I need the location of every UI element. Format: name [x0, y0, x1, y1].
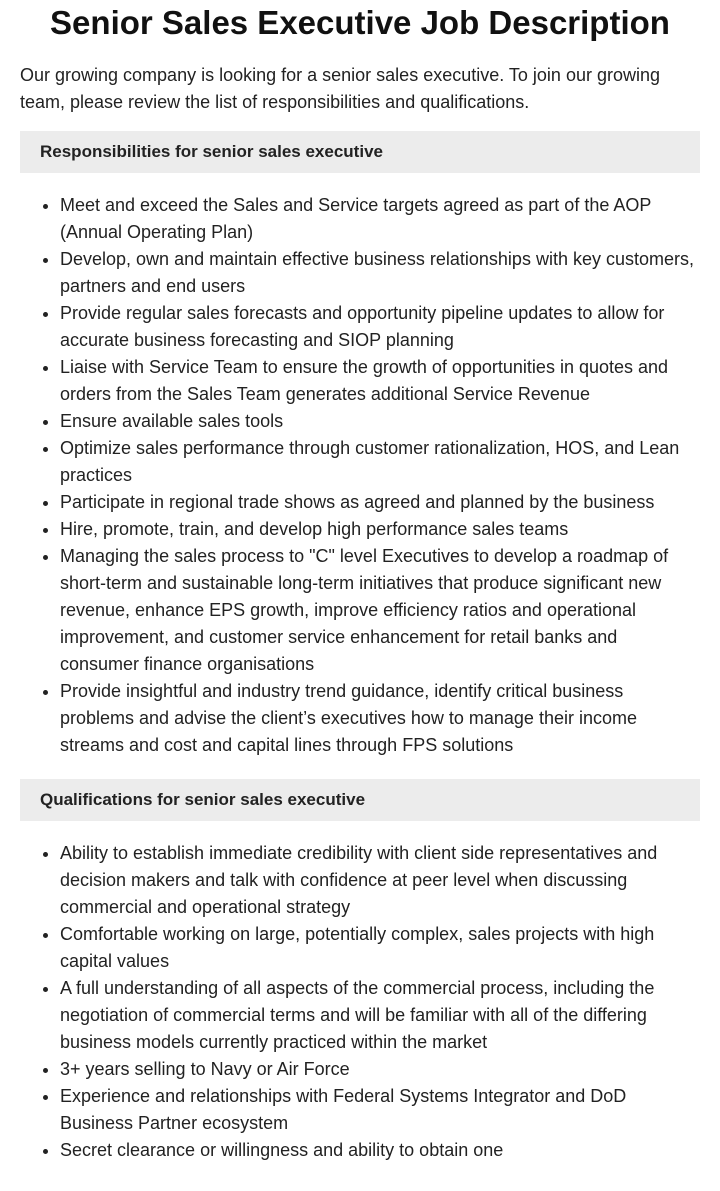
list-item: Participate in regional trade shows as agreed and planned by the business [60, 489, 700, 516]
responsibilities-list [20, 192, 700, 759]
list-item: Optimize sales performance through customer rationalization, HOS, and Lean practices [60, 435, 700, 489]
list-item: Ability to establish immediate credibility with client side representatives and decision makers and talk with confidence at peer level when discussing commercial and operational strategy [60, 840, 700, 921]
intro-paragraph: Our growing company is looking for a senior sales executive. To join our growing team, please review the list of responsibilities and qualifications. [20, 65, 660, 112]
list-item: Experience and relationships with Federal Systems Integrator and DoD Business Partner ecosystem [60, 1083, 700, 1137]
list-item: Managing the sales process to "C" level Executives to develop a roadmap of short-term and sustainable long-term initiatives that produce significant new revenue, enhance EPS growth, improve efficiency ratios and operational improvement, and customer service enhancement for retail banks and consumer finance organisations [60, 543, 700, 678]
list-item: A full understanding of all aspects of the commercial process, including the negotiation of commercial terms and will be familiar with all of the differing business models currently practiced within the market [60, 975, 700, 1056]
list-item: Secret clearance or willingness and ability to obtain one [60, 1137, 700, 1164]
list-item: Provide regular sales forecasts and opportunity pipeline updates to allow for accurate business forecasting and SIOP planning [60, 300, 700, 354]
qualifications-header: Qualifications for senior sales executive [20, 779, 700, 821]
qualifications-list [20, 840, 700, 1164]
list-item: Provide insightful and industry trend guidance, identify critical business problems and advise the client’s executives how to manage their income streams and cost and capital lines through FPS solutions [60, 678, 700, 759]
list-item: Hire, promote, train, and develop high performance sales teams [60, 516, 700, 543]
list-item: Ensure available sales tools [60, 408, 700, 435]
list-item: 3+ years selling to Navy or Air Force [60, 1056, 700, 1083]
page-title: Senior Sales Executive Job Description [50, 4, 670, 41]
list-item: Liaise with Service Team to ensure the growth of opportunities in quotes and orders from the Sales Team generates additional Service Revenue [60, 354, 700, 408]
list-item: Develop, own and maintain effective business relationships with key customers, partners and end users [60, 246, 700, 300]
list-item: Meet and exceed the Sales and Service targets agreed as part of the AOP (Annual Operating Plan) [60, 192, 700, 246]
responsibilities-header: Responsibilities for senior sales executive [20, 131, 700, 173]
list-item: Comfortable working on large, potentially complex, sales projects with high capital values [60, 921, 700, 975]
